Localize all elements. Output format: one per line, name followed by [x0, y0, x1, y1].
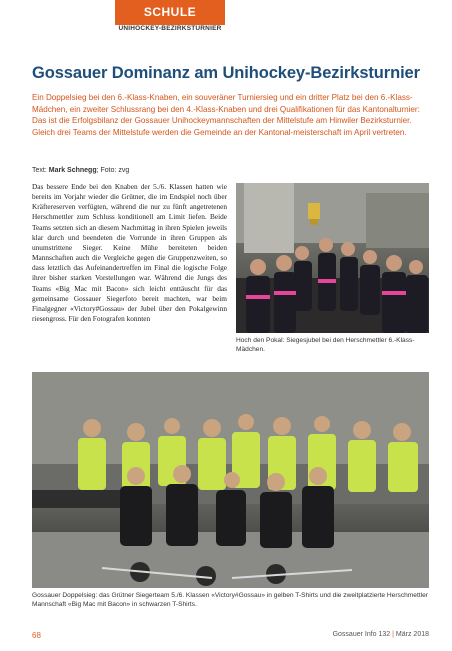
section-sublabel: UNIHOCKEY-BEZIRKSTURNIER: [118, 25, 222, 32]
issue-date: März 2018: [395, 631, 429, 638]
photo-caption-1: Hoch den Pokal: Siegesjubel bei den Herschmettler 6.-Klass-Mädchen.: [236, 337, 415, 353]
article-title: Gossauer Dominanz am Unihockey-Bezirksturnier: [32, 64, 420, 82]
page-number: 68: [32, 631, 41, 640]
byline-prefix: Text:: [32, 167, 47, 174]
section-label: SCHULE: [115, 0, 225, 24]
footer-separator: |: [392, 631, 394, 638]
photo-credit: ; Foto: zvg: [96, 167, 130, 174]
photo-caption-2: Gossauer Doppelsieg: das Grütner Siegerteam 5./6. Klassen «Victory#Gossau» in gelben T-Shirts und die zweitplatzierte Herschmettler Mannschaft «Big Mac mit Bacon» in schwarzen T-Shirts.: [32, 592, 428, 609]
photo-girls-trophy-image: [236, 183, 429, 333]
photo-boys-teams: [32, 372, 429, 588]
photo-girls-trophy: [236, 183, 429, 333]
article-body: Das bessere Ende bei den Knaben der 5./6. Klassen hatten wie bereits im Vorjahr wieder die Grütner, die im Endspiel noch über Kräftereserven verfügten, während die nur zu fünft angetretenen Herschmettler zum Schluss konditionell am Limit liefen. Beide Teams setzten sich an diesem Nachmittag in ihren Spielen jeweils klar durch und beendeten die Vorrunde in ihren Gruppen als unumstrittene Sieger. Keine Mühe bereiteten beiden Mannschaften auch die Vergleiche gegen die Gruppenzweiten, so dass letztlich das Aufeinandertreffen im Final die logische Folge ihrer bisher starken Vorstellungen war. Während die Jungs des Teams «Big Mac mit Bacon» sich leicht enttäuscht für das gemeinsame Gossauer Siegerfoto bereit machten, war beim Finalgegner «Victory#Gossau» der Jubel über den Pokalgewinn riesengross. Für den Fotografen konnten: [32, 182, 227, 324]
magazine-name: Gossauer Info 132: [332, 631, 391, 638]
magazine-info: [333, 631, 429, 638]
author-name: Mark Schnegg: [48, 167, 97, 174]
photo-boys-teams-image: [32, 372, 429, 588]
article-lead: Ein Doppelsieg bei den 6.-Klass-Knaben, ein souveräner Turniersieg und ein dritter Platz bei den 6.-Klass-Mädchen, ein zweiter Schlussrang bei den 4.-Klass-Knaben und drei Qualifikationen für das Kantonalturnier: Das ist die Erfolgsbilanz der Gossauer Unihockeymannschaften der Mittelstufe am Hinwiler Bezirksturnier. Gleich drei Teams der Mittelstufe werden die Gemeinde an der Kantonal-meisterschaft im April vertreten.: [32, 93, 420, 137]
byline: [32, 167, 129, 174]
